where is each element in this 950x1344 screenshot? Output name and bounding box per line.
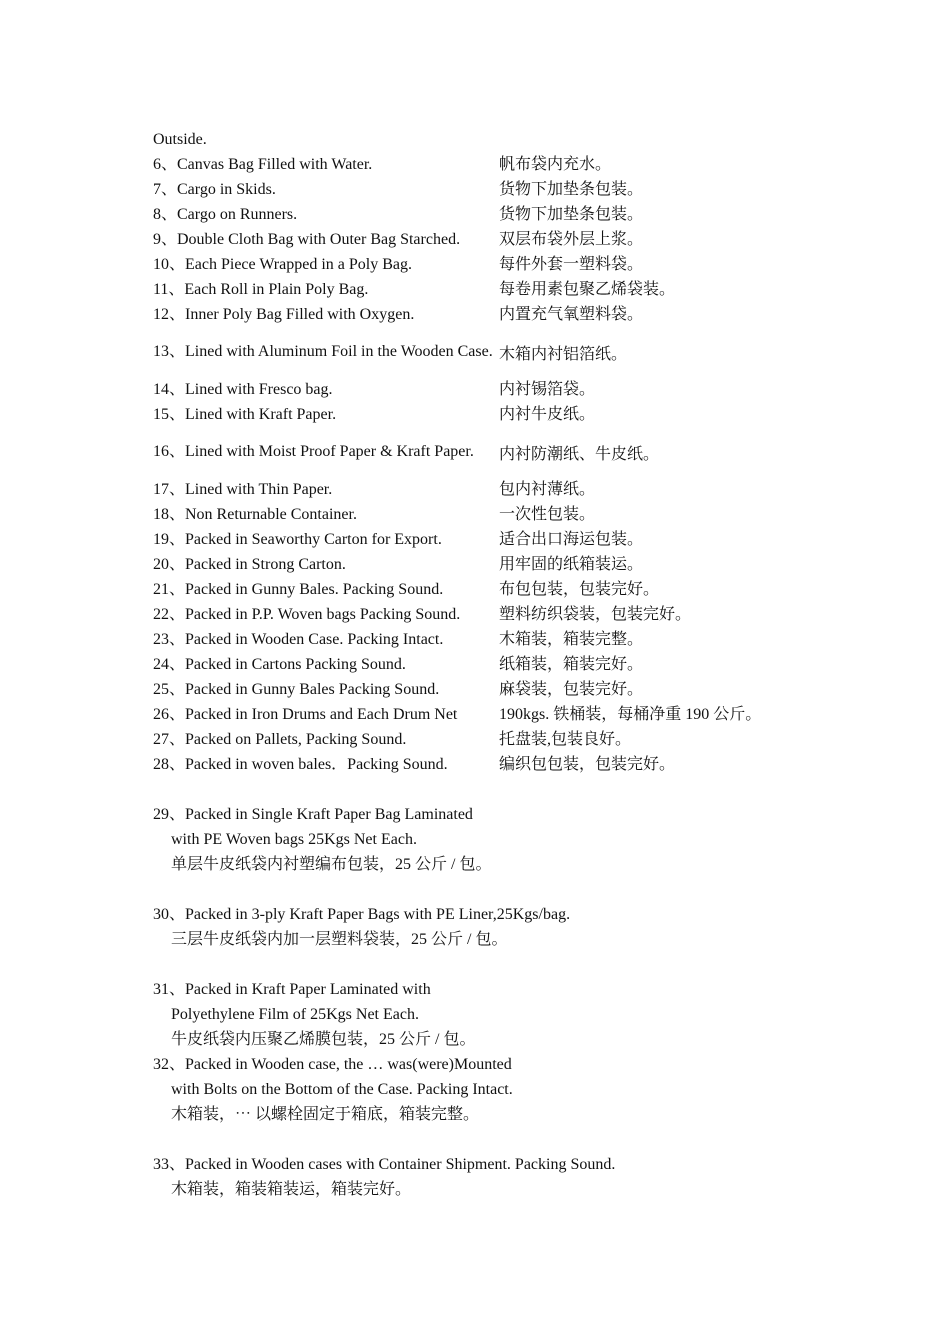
term-english: 14、Lined with Fresco bag. bbox=[153, 381, 333, 398]
term-english: 17、Lined with Thin Paper. bbox=[153, 481, 333, 498]
document-page bbox=[153, 127, 813, 1202]
term-english: 8、Cargo on Runners. bbox=[153, 206, 298, 223]
term-row bbox=[153, 702, 813, 727]
term-chinese: 双层布袋外层上浆。 bbox=[499, 231, 644, 248]
spacer bbox=[153, 1127, 813, 1152]
term-chinese: 塑料纺织袋装，包装完好。 bbox=[499, 606, 692, 623]
term-chinese: 每卷用素包聚乙烯袋装。 bbox=[499, 281, 676, 298]
term-english: 15、Lined with Kraft Paper. bbox=[153, 406, 337, 423]
term-chinese: 一次性包装。 bbox=[499, 506, 596, 523]
term-row bbox=[153, 527, 813, 552]
term-chinese: 用牢固的纸箱装运。 bbox=[499, 556, 644, 573]
term-english: 22、Packed in P.P. Woven bags Packing Sound. bbox=[153, 606, 461, 623]
term-english: 28、Packed in woven bales．Packing Sound. bbox=[153, 756, 448, 773]
term-chinese: 货物下加垫条包装。 bbox=[499, 181, 644, 198]
term-row bbox=[153, 752, 813, 777]
item-line: 33、Packed in Wooden cases with Container Shipment. Packing Sound. bbox=[153, 1156, 616, 1173]
term-english: 26、Packed in Iron Drums and Each Drum Net bbox=[153, 706, 458, 723]
term-chinese: 内衬牛皮纸。 bbox=[499, 406, 596, 423]
spacer bbox=[153, 777, 813, 802]
term-english: 24、Packed in Cartons Packing Sound. bbox=[153, 656, 406, 673]
term-english: 6、Canvas Bag Filled with Water. bbox=[153, 156, 373, 173]
term-chinese: 内置充气氧塑料袋。 bbox=[499, 306, 644, 323]
term-row bbox=[153, 302, 813, 327]
term-row bbox=[153, 652, 813, 677]
term-row bbox=[153, 152, 813, 177]
term-row bbox=[153, 402, 813, 427]
intro-line: Outside. bbox=[153, 131, 207, 148]
term-row bbox=[153, 177, 813, 202]
item-line: 31、Packed in Kraft Paper Laminated with bbox=[153, 981, 431, 998]
item-line: with Bolts on the Bottom of the Case. Packing Intact. bbox=[171, 1081, 513, 1098]
term-english: 18、Non Returnable Container. bbox=[153, 506, 357, 523]
term-chinese: 包内衬薄纸。 bbox=[499, 481, 596, 498]
term-english: 25、Packed in Gunny Bales Packing Sound. bbox=[153, 681, 440, 698]
term-row bbox=[153, 477, 813, 502]
term-chinese: 编织包包装，包装完好。 bbox=[499, 756, 676, 773]
term-english: 20、Packed in Strong Carton. bbox=[153, 556, 346, 573]
term-chinese: 木箱装，箱装完整。 bbox=[499, 631, 644, 648]
item-line: Polyethylene Film of 25Kgs Net Each. bbox=[171, 1006, 419, 1023]
term-chinese: 190kgs. 铁桶装，每桶净重 190 公斤。 bbox=[499, 706, 762, 723]
term-chinese: 纸箱装，箱装完好。 bbox=[499, 656, 644, 673]
term-row bbox=[153, 577, 813, 602]
term-chinese: 托盘装,包装良好。 bbox=[499, 731, 632, 748]
term-row bbox=[153, 627, 813, 652]
term-english: 10、Each Piece Wrapped in a Poly Bag. bbox=[153, 256, 412, 273]
term-row bbox=[153, 427, 813, 477]
term-chinese: 适合出口海运包装。 bbox=[499, 531, 644, 548]
term-row bbox=[153, 677, 813, 702]
term-chinese: 每件外套一塑料袋。 bbox=[499, 256, 644, 273]
term-english: 19、Packed in Seaworthy Carton for Export. bbox=[153, 531, 442, 548]
item-translation: 单层牛皮纸袋内衬塑编布包装，25 公斤 / 包。 bbox=[171, 856, 492, 873]
item-translation: 木箱装，箱装箱装运，箱装完好。 bbox=[171, 1181, 412, 1198]
term-chinese: 内衬防潮纸、牛皮纸。 bbox=[499, 445, 660, 463]
term-row bbox=[153, 602, 813, 627]
item-line: 29、Packed in Single Kraft Paper Bag Laminated bbox=[153, 806, 473, 823]
spacer bbox=[153, 952, 813, 977]
term-row bbox=[153, 552, 813, 577]
term-row bbox=[153, 377, 813, 402]
term-row bbox=[153, 327, 813, 377]
term-chinese: 内衬锡箔袋。 bbox=[499, 381, 596, 398]
term-english: 12、Inner Poly Bag Filled with Oxygen. bbox=[153, 306, 415, 323]
term-english: 23、Packed in Wooden Case. Packing Intact. bbox=[153, 631, 444, 648]
term-row bbox=[153, 727, 813, 752]
term-chinese: 木箱内衬铝箔纸。 bbox=[499, 345, 628, 363]
spacer bbox=[153, 877, 813, 902]
item-translation: 木箱装，⋯ 以螺栓固定于箱底，箱装完整。 bbox=[171, 1106, 480, 1123]
item-line: with PE Woven bags 25Kgs Net Each. bbox=[171, 831, 417, 848]
term-english: 21、Packed in Gunny Bales. Packing Sound. bbox=[153, 581, 444, 598]
term-english: 7、Cargo in Skids. bbox=[153, 181, 276, 198]
term-chinese: 货物下加垫条包装。 bbox=[499, 206, 644, 223]
term-chinese: 麻袋装，包装完好。 bbox=[499, 681, 644, 698]
term-row bbox=[153, 277, 813, 302]
term-english: 13、Lined with Aluminum Foil in the Wooden Case. bbox=[153, 343, 493, 360]
item-translation: 三层牛皮纸袋内加一层塑料袋装，25 公斤 / 包。 bbox=[171, 931, 508, 948]
item-line: 30、Packed in 3-ply Kraft Paper Bags with PE Liner,25Kgs/bag. bbox=[153, 906, 571, 923]
term-row bbox=[153, 252, 813, 277]
term-row bbox=[153, 502, 813, 527]
term-chinese: 帆布袋内充水。 bbox=[499, 156, 612, 173]
term-english: 16、Lined with Moist Proof Paper & Kraft Paper. bbox=[153, 443, 474, 460]
term-english: 9、Double Cloth Bag with Outer Bag Starched. bbox=[153, 231, 461, 248]
term-row bbox=[153, 227, 813, 252]
item-translation: 牛皮纸袋内压聚乙烯膜包装，25 公斤 / 包。 bbox=[171, 1031, 476, 1048]
term-row bbox=[153, 202, 813, 227]
term-english: 27、Packed on Pallets, Packing Sound. bbox=[153, 731, 407, 748]
item-line: 32、Packed in Wooden case, the … was(were)Mounted bbox=[153, 1056, 512, 1073]
term-english: 11、Each Roll in Plain Poly Bag. bbox=[153, 281, 369, 298]
term-chinese: 布包包装，包装完好。 bbox=[499, 581, 660, 598]
